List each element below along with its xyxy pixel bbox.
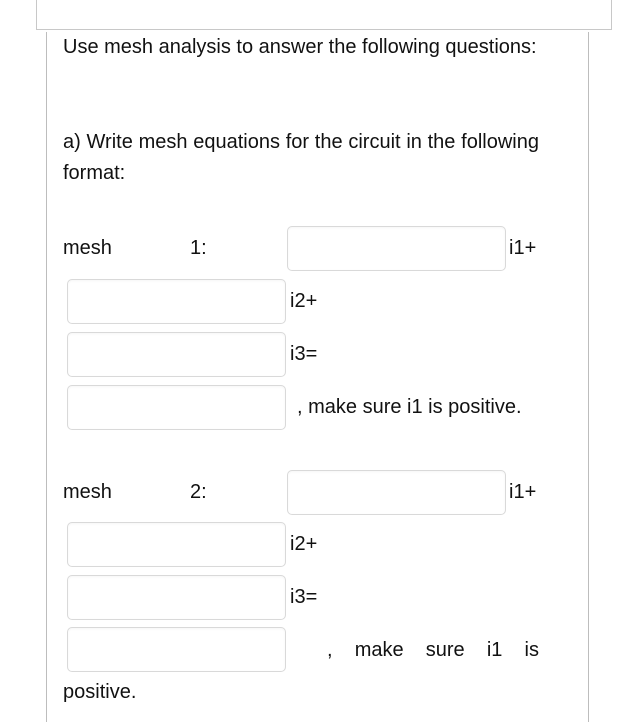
mesh2-label: mesh (63, 481, 112, 503)
mesh1-i1-coefficient-input[interactable] (287, 226, 506, 271)
mesh2-i1-coefficient-input[interactable] (287, 470, 506, 515)
mesh2-i2-term: i2+ (290, 533, 318, 555)
previous-answer-box (36, 0, 612, 30)
mesh2-note-continued: positive. (63, 681, 137, 703)
mesh1-i1-term: i1+ (509, 237, 537, 259)
mesh1-note: , make sure i1 is positive. (297, 396, 522, 418)
mesh2-note: , make sure i1 is (327, 639, 539, 661)
mesh1-number: 1: (190, 237, 207, 259)
mesh1-i3-coefficient-input[interactable] (67, 332, 286, 377)
mesh1-i2-coefficient-input[interactable] (67, 279, 286, 324)
mesh2-constant-input[interactable] (67, 627, 286, 672)
intro-text: Use mesh analysis to answer the following questions: (63, 36, 537, 58)
mesh2-number: 2: (190, 481, 207, 503)
part-a-text: a) Write mesh equations for the circuit in the following format: (63, 131, 539, 184)
mesh1-i2-term: i2+ (290, 290, 318, 312)
mesh2-i3-coefficient-input[interactable] (67, 575, 286, 620)
mesh2-i2-coefficient-input[interactable] (67, 522, 286, 567)
mesh2-i1-term: i1+ (509, 481, 537, 503)
mesh1-i3-term: i3= (290, 343, 318, 365)
mesh2-i3-term: i3= (290, 586, 318, 608)
mesh1-label: mesh (63, 237, 112, 259)
mesh1-constant-input[interactable] (67, 385, 286, 430)
